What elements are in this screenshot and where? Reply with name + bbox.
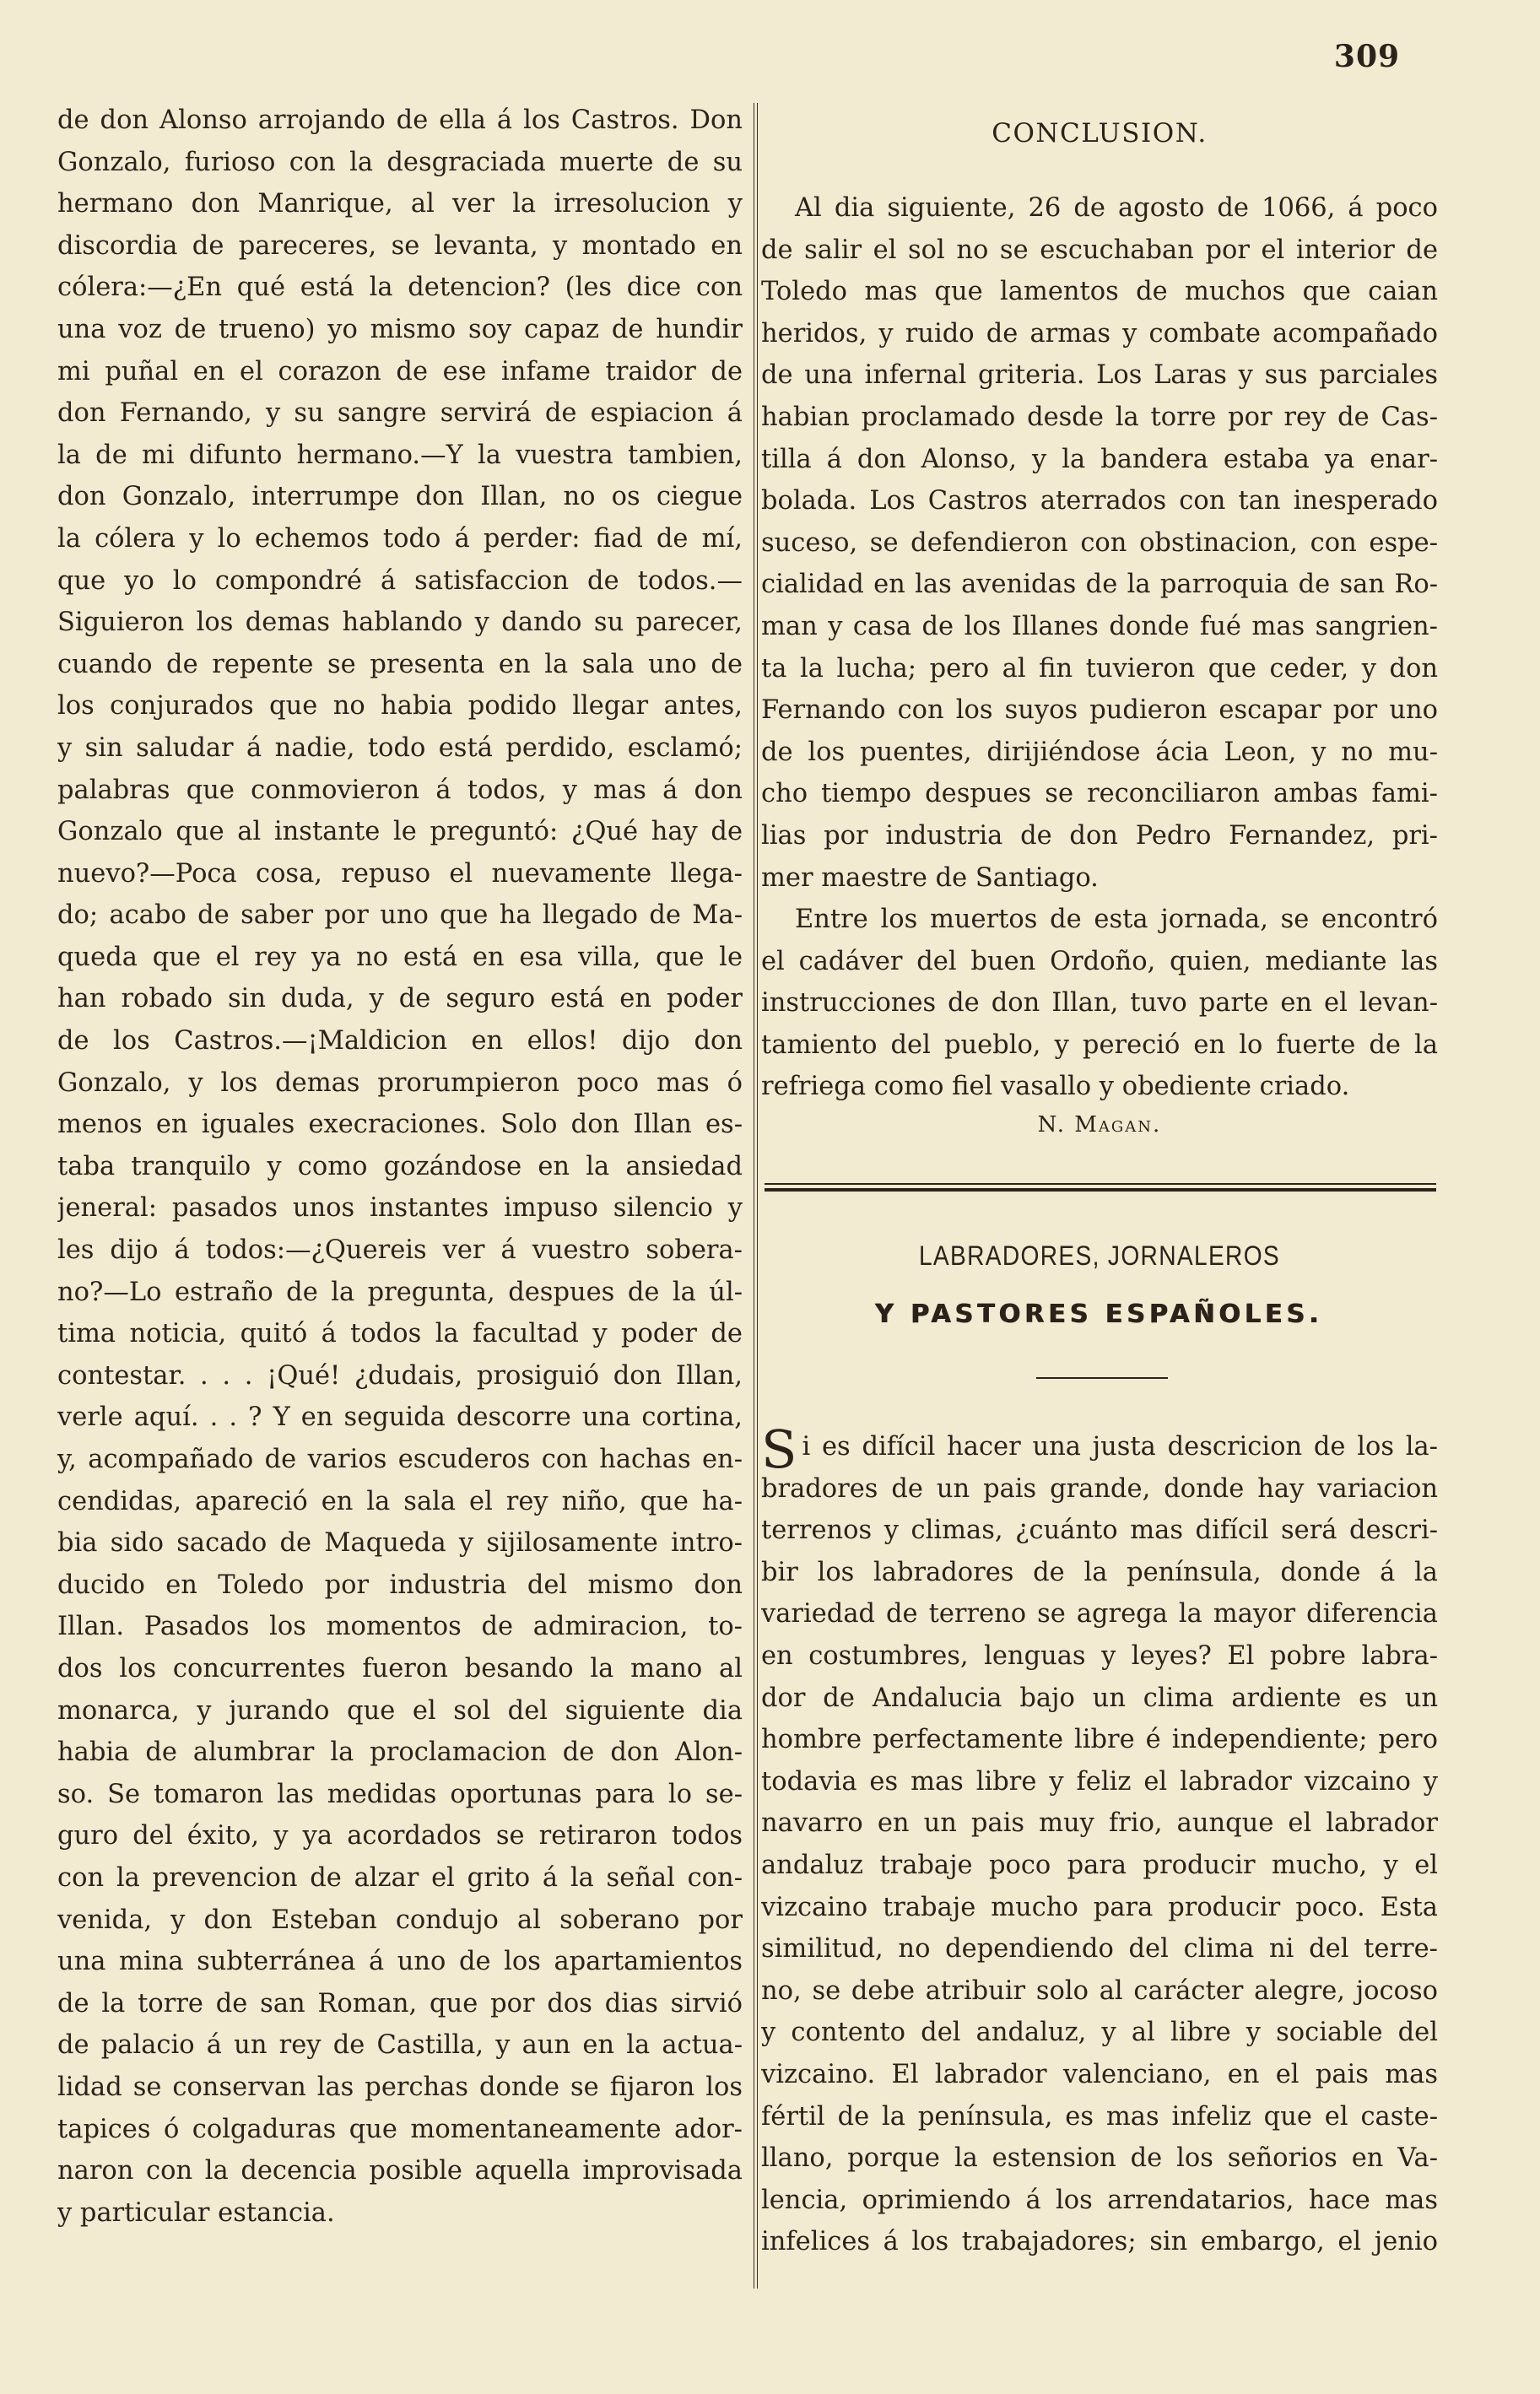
text-line-content: i es difícil hacer una justa descricion de los la-	[802, 1432, 1438, 1462]
text-line: ta la lucha; pero al fin tuvieron que ceder, y don	[761, 653, 1438, 684]
text-line: una voz de trueno) yo mismo soy capaz de hundir	[57, 314, 743, 344]
text-line: mi puñal en el corazon de ese infame traidor de	[57, 356, 743, 386]
text-line: lencia, oprimiendo á los arrendatarios, hace mas	[761, 2185, 1438, 2215]
text-line: terrenos y climas, ¿cuánto mas difícil será descri-	[761, 1516, 1438, 1546]
text-line: cendidas, apareció en la sala el rey niño, que ha-	[57, 1486, 743, 1516]
text-line: de los puentes, dirijiéndose ácia Leon, y no mu-	[761, 737, 1438, 767]
text-line: venida, y don Esteban condujo al soberano por	[57, 1905, 743, 1935]
section-rule	[765, 1183, 1436, 1192]
text-line: palabras que conmovieron á todos, y mas á don	[57, 775, 743, 805]
text-line: nuevo?—Poca cosa, repuso el nuevamente llega-	[57, 858, 743, 889]
text-line: y contento del andaluz, y al libre y sociable del	[761, 2018, 1438, 2048]
text-line: que yo lo compondré á satisfaccion de todos.—	[57, 565, 743, 596]
text-line: similitud, no dependiendo del clima ni del terre-	[761, 1934, 1438, 1964]
text-line: so. Se tomaron las medidas oportunas para lo se-	[57, 1779, 743, 1809]
text-line: cólera:—¿En qué está la detencion? (les dice con	[57, 273, 743, 303]
text-line: bolada. Los Castros aterrados con tan inesperado	[761, 486, 1438, 516]
labradores-heading: LABRADORES, JORNALEROS	[918, 1240, 1281, 1271]
text-line: llano, porque la estension de los señorios en Va-	[761, 2143, 1438, 2174]
conclusion-heading: CONCLUSION.	[992, 118, 1208, 149]
text-line: Siguieron los demas hablando y dando su parecer,	[57, 608, 743, 638]
text-line: menos en iguales execraciones. Solo don Illan es-	[57, 1110, 743, 1140]
text-line: bia sido sacado de Maqueda y sijilosamente intro-	[57, 1528, 743, 1559]
text-line: guro del éxito, y ya acordados se retiraron todos	[57, 1821, 743, 1851]
text-line: navarro en un pais muy frio, aunque el labrador	[761, 1808, 1438, 1839]
text-line: taba tranquilo y como gozándose en la ansiedad	[57, 1151, 743, 1181]
text-line: tima noticia, quitó á todos la facultad y poder de	[57, 1319, 743, 1349]
text-line: infelices á los trabajadores; sin embargo, el jenio	[761, 2227, 1438, 2257]
text-line: andaluz trabaje poco para producir mucho, y el	[761, 1850, 1438, 1880]
text-line	[761, 1426, 1438, 1468]
text-line: una mina subterránea á uno de los apartamientos	[57, 1947, 743, 1977]
page-number: 309	[1333, 39, 1401, 74]
text-line: Fernando con los suyos pudieron escapar por uno	[761, 695, 1438, 726]
text-line: cho tiempo despues se reconciliaron ambas fami-	[761, 779, 1438, 809]
text-line: don Gonzalo, interrumpe don Illan, no os ciegue	[57, 482, 743, 512]
text-line: el cadáver del buen Ordoño, quien, mediante las	[761, 946, 1438, 976]
text-line: heridos, y ruido de armas y combate acompañado	[761, 318, 1438, 349]
text-line: Illan. Pasados los momentos de admiracion, to-	[57, 1612, 743, 1642]
short-rule	[1036, 1377, 1168, 1379]
text-line: Al dia siguiente, 26 de agosto de 1066, á poco	[795, 193, 1438, 223]
text-line: monarca, y jurando que el sol del siguiente dia	[57, 1695, 743, 1726]
text-line: bradores de un pais grande, donde hay variacion	[761, 1473, 1438, 1504]
text-line: de salir el sol no se escuchaban por el interior de	[761, 235, 1438, 265]
text-line: habian proclamado desde la torre por rey de Cas-	[761, 402, 1438, 432]
text-line: y sin saludar á nadie, todo está perdido, esclamó;	[57, 732, 743, 763]
text-line: lidad se conservan las perchas donde se fijaron los	[57, 2072, 743, 2102]
text-line: de don Alonso arrojando de ella á los Castros. Don	[57, 105, 743, 135]
text-line: hombre perfectamente libre é independiente; pero	[761, 1725, 1438, 1755]
text-line: jeneral: pasados unos instantes impuso silencio y	[57, 1193, 743, 1224]
text-line: no, se debe atribuir solo al carácter alegre, jocoso	[761, 1975, 1438, 2006]
author-signature: N. Magan.	[1037, 1112, 1162, 1138]
text-line: cialidad en las avenidas de la parroquia de san Ro-	[761, 570, 1438, 600]
labradores-text	[761, 1426, 1438, 2263]
text-line: queda que el rey ya no está en esa villa, que le	[57, 942, 743, 972]
text-line: naron con la decencia posible aquella improvisada	[57, 2156, 743, 2186]
text-line: vizcaino. El labrador valenciano, en el pais mas	[761, 2059, 1438, 2089]
left-column-text	[57, 100, 743, 2234]
text-line: cuando de repente se presenta en la sala uno de	[57, 649, 743, 679]
text-line: de la torre de san Roman, que por dos dias sirvió	[57, 1988, 743, 2018]
text-line: en costumbres, lenguas y leyes? El pobre labra-	[761, 1640, 1438, 1671]
text-line: dor de Andalucia bajo un clima ardiente es un	[761, 1683, 1438, 1713]
text-line: vizcaino trabaje mucho para producir poco. Esta	[761, 1892, 1438, 1922]
text-line: los conjurados que no habia podido llegar antes,	[57, 691, 743, 721]
text-line: de una infernal griteria. Los Laras y sus parciales	[761, 360, 1438, 391]
text-line: fértil de la península, es mas infeliz que el caste-	[761, 2101, 1438, 2132]
text-line: contestar. . . . ¡Qué! ¿dudais, prosiguió don Illan,	[57, 1360, 743, 1391]
text-line: Gonzalo, y los demas prorumpieron poco mas ó	[57, 1067, 743, 1098]
text-line: de palacio á un rey de Castilla, y aun en la actua-	[57, 2030, 743, 2061]
text-line: y particular estancia.	[57, 2197, 335, 2228]
text-line: tilla á don Alonso, y la bandera estaba ya enar-	[761, 444, 1438, 474]
text-line: de los Castros.—¡Maldicion en ellos! dijo don	[57, 1026, 743, 1056]
text-line: verle aquí. . . ? Y en seguida descorre una cortina,	[57, 1402, 743, 1433]
text-line: les dijo á todos:—¿Quereis ver á vuestro sobera-	[57, 1235, 743, 1266]
labradores-subheading: Y PASTORES ESPAÑOLES.	[875, 1300, 1324, 1329]
text-line: no?—Lo estraño de la pregunta, despues de la úl-	[57, 1277, 743, 1307]
text-line: la cólera y lo echemos todo á perder: fiad de mí,	[57, 523, 743, 554]
text-line: ducido en Toledo por industria del mismo don	[57, 1570, 743, 1600]
text-line: Gonzalo que al instante le preguntó: ¿Qué hay de	[57, 817, 743, 847]
drop-cap: S	[761, 1426, 797, 1468]
conclusion-text	[761, 187, 1438, 1108]
text-line: dos los concurrentes fueron besando la mano al	[57, 1653, 743, 1683]
text-line: Toledo mas que lamentos de muchos que caian	[761, 277, 1438, 307]
text-line: variedad de terreno se agrega la mayor diferencia	[761, 1599, 1438, 1629]
text-line: Gonzalo, furioso con la desgraciada muerte de su	[57, 147, 743, 177]
text-line: man y casa de los Illanes donde fué mas sangrien-	[761, 611, 1438, 641]
text-line: do; acabo de saber por uno que ha llegado de Ma-	[57, 900, 743, 931]
text-line: han robado sin duda, y de seguro está en poder	[57, 984, 743, 1014]
text-line: don Fernando, y su sangre servirá de espiacion á	[57, 398, 743, 429]
text-line: y, acompañado de varios escuderos con hachas en-	[57, 1445, 743, 1474]
column-divider	[754, 103, 758, 2289]
text-line: tapices ó colgaduras que momentaneamente ador-	[57, 2114, 743, 2144]
text-line: habia de alumbrar la proclamacion de don Alon-	[57, 1737, 743, 1768]
text-line: todavia es mas libre y feliz el labrador vizcaino y	[761, 1766, 1438, 1797]
text-line: lias por industria de don Pedro Fernandez, pri-	[761, 820, 1438, 851]
text-line: instrucciones de don Illan, tuvo parte en el levan-	[761, 988, 1438, 1019]
text-line: hermano don Manrique, al ver la irresolucion y	[57, 189, 743, 219]
text-line: mer maestre de Santiago.	[761, 862, 1099, 893]
text-line: refriega como fiel vasallo y obediente criado.	[761, 1072, 1350, 1102]
text-line: Entre los muertos de esta jornada, se encontró	[795, 905, 1438, 935]
text-line: tamiento del pueblo, y pereció en lo fuerte de la	[761, 1029, 1438, 1060]
text-line: bir los labradores de la península, donde á la	[761, 1557, 1438, 1587]
text-line: con la prevencion de alzar el grito á la señal con-	[57, 1862, 743, 1893]
text-line: suceso, se defendieron con obstinacion, con espe-	[761, 527, 1438, 558]
text-line: la de mi difunto hermano.—Y la vuestra tambien,	[57, 440, 743, 470]
text-line: discordia de pareceres, se levanta, y montado en	[57, 230, 743, 261]
